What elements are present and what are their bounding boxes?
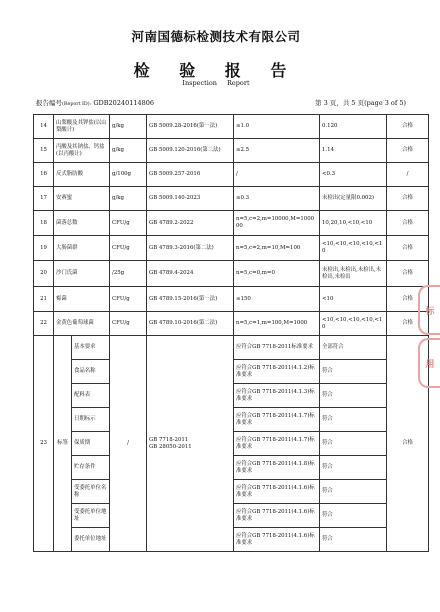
stamp-char: 标 [425, 306, 435, 317]
unit: /25g [110, 261, 147, 287]
unit: / [110, 336, 147, 552]
verdict: 合格 [387, 312, 429, 336]
unit: g/kg [110, 187, 147, 211]
unit: CFU/g [110, 287, 147, 312]
seal-stamp-fragment [418, 338, 440, 388]
test-result: 符合 [320, 408, 387, 432]
document-subtitle: Inspection Report [182, 79, 250, 87]
standard-limit: / [234, 163, 320, 187]
standard-limit: ≤150 [234, 287, 320, 312]
item-name: 大肠菌群 [54, 236, 110, 261]
verdict: 合格 [387, 236, 429, 261]
row-number: 16 [34, 163, 54, 187]
test-result: 未检出,未检出,未检出,未检出,未检出 [320, 261, 387, 287]
report-number-label-en: (Report ID): [62, 102, 92, 107]
label-subitem-name: 食品名称 [72, 360, 110, 384]
verdict: 合格 [387, 211, 429, 236]
test-result: 符合 [320, 432, 387, 456]
item-name: 霉菌 [54, 287, 110, 312]
row-number: 18 [34, 211, 54, 236]
unit: CFU/g [110, 312, 147, 336]
standard-requirement: 应符合GB 7718-2011(4.1.6)标准要求 [234, 480, 320, 504]
label-subitem-name: 受委托单位名称 [72, 480, 110, 504]
report-number-value: GDB20240114806 [93, 99, 155, 107]
row-number: 19 [34, 236, 54, 261]
test-result: 10,20,10,<10,<10 [320, 211, 387, 236]
row-number: 14 [34, 115, 54, 139]
item-name: 安赛蜜 [54, 187, 110, 211]
test-method-line: GB 7718-2011 [149, 436, 189, 443]
test-result: 全部符合 [320, 336, 387, 360]
row-number: 15 [34, 139, 54, 163]
label-subitem-row [34, 336, 429, 360]
document-title: 检 验 报 告 [133, 61, 299, 80]
label-subitem-name: 贮存条件 [72, 456, 110, 480]
standard-requirement: 应符合GB 7718-2011(4.1.7)标准要求 [234, 408, 320, 432]
standard-limit: ≤2.5 [234, 139, 320, 163]
standard-requirement: 应符合GB 7718-2011(4.1.6)标准要求 [234, 504, 320, 528]
unit: g/kg [110, 139, 147, 163]
table-row [34, 187, 429, 211]
page-indicator: 第 3 页，共 5 页(page 3 of 5) [315, 99, 406, 107]
verdict: 合格 [387, 261, 429, 287]
label-subitem-name: 日期标示 [72, 408, 110, 432]
item-name: 丙酸及其钠盐、钙盐(以丙酸计) [54, 139, 110, 163]
seal-stamp-fragment [418, 285, 440, 335]
unit: g/kg [110, 115, 147, 139]
test-result: <10,<10,<10,<10,<10 [320, 236, 387, 261]
row-number: 17 [34, 187, 54, 211]
verdict: 合格 [387, 336, 429, 552]
verdict: 合格 [387, 115, 429, 139]
test-result: <10,<10,<10,<10,<10 [320, 312, 387, 336]
test-method: GB 4789.4-2024 [147, 261, 234, 287]
test-result: 符合 [320, 384, 387, 408]
table-row [34, 312, 429, 336]
item-name: 反式脂肪酸 [54, 163, 110, 187]
row-number: 20 [34, 261, 54, 287]
table-row [34, 261, 429, 287]
standard-requirement: 应符合GB 7718-2011(4.1.7)标准要求 [234, 432, 320, 456]
label-subitem-name: 基本要求 [72, 336, 110, 360]
table-row [34, 163, 429, 187]
table-row [34, 115, 429, 139]
test-method: GB 5009.257-2016 [147, 163, 234, 187]
item-name: 山梨酸及其钾盐(以山梨酸计) [54, 115, 110, 139]
item-name: 沙门氏菌 [54, 261, 110, 287]
test-method: GB 5009.28-2016(第一法) [147, 115, 234, 139]
test-method: GB 4789.15-2016(第一法) [147, 287, 234, 312]
row-number: 21 [34, 287, 54, 312]
item-name: 标签 [54, 336, 72, 552]
verdict: 合格 [387, 187, 429, 211]
test-result: 0.120 [320, 115, 387, 139]
standard-requirement: 应符合GB 7718-2011(4.1.2)标准要求 [234, 360, 320, 384]
report-number-label: 报告编号 [36, 99, 62, 107]
unit: g/100g [110, 163, 147, 187]
verdict: 合格 [387, 287, 429, 312]
standard-limit: ≤1.0 [234, 115, 320, 139]
standard-requirement: 应符合GB 7718-2011标准要求 [234, 336, 320, 360]
standard-limit: ≤0.3 [234, 187, 320, 211]
test-result: 符合 [320, 456, 387, 480]
table-row [34, 211, 429, 236]
test-result: <0.3 [320, 163, 387, 187]
standard-limit: n=5,c=2,m=10,M=100 [234, 236, 320, 261]
results-table [33, 114, 429, 552]
report-number [36, 98, 154, 107]
table-row [34, 287, 429, 312]
label-subitem-name: 保质期 [72, 432, 110, 456]
test-method: GB 5009.120-2016(第二法) [147, 139, 234, 163]
unit: CFU/g [110, 211, 147, 236]
test-result: 符合 [320, 360, 387, 384]
test-result: <10 [320, 287, 387, 312]
standard-limit: n=5,c=1,m=100,M=1000 [234, 312, 320, 336]
unit: CFU/g [110, 236, 147, 261]
standard-requirement: 应符合GB 7718-2011(4.1.3)标准要求 [234, 384, 320, 408]
test-method [147, 336, 234, 552]
test-method: GB 4789.3-2016(第二法) [147, 236, 234, 261]
table-row [34, 236, 429, 261]
stamp-char: 用 [425, 359, 435, 370]
item-name: 金黄色葡萄球菌 [54, 312, 110, 336]
verdict: / [387, 163, 429, 187]
row-number: 23 [34, 336, 54, 552]
label-subitem-name: 受委托单位地址 [72, 504, 110, 528]
verdict: 合格 [387, 139, 429, 163]
test-method-line: GB 28050-2011 [149, 443, 192, 450]
test-method: GB 4789.10-2016(第二法) [147, 312, 234, 336]
label-subitem-name: 委托单位地址 [72, 528, 110, 552]
test-result: 符合 [320, 528, 387, 552]
test-result: 1.14 [320, 139, 387, 163]
row-number: 22 [34, 312, 54, 336]
standard-limit: n=5,c=0,m=0 [234, 261, 320, 287]
test-result: 符合 [320, 480, 387, 504]
standard-requirement: 应符合GB 7718-2011(4.1.8)标准要求 [234, 456, 320, 480]
standard-limit: n=5,c=2,m=10000,M=100000 [234, 211, 320, 236]
table-row [34, 139, 429, 163]
test-method: GB 5009.140-2023 [147, 187, 234, 211]
standard-requirement: 应符合GB 7718-2011(4.1.6)标准要求 [234, 528, 320, 552]
company-name: 河南国德标检测技术有限公司 [131, 29, 301, 44]
test-method: GB 4789.2-2022 [147, 211, 234, 236]
test-result: 符合 [320, 504, 387, 528]
test-result: 未检出(定量限0.002) [320, 187, 387, 211]
item-name: 菌落总数 [54, 211, 110, 236]
label-subitem-name: 配料表 [72, 384, 110, 408]
